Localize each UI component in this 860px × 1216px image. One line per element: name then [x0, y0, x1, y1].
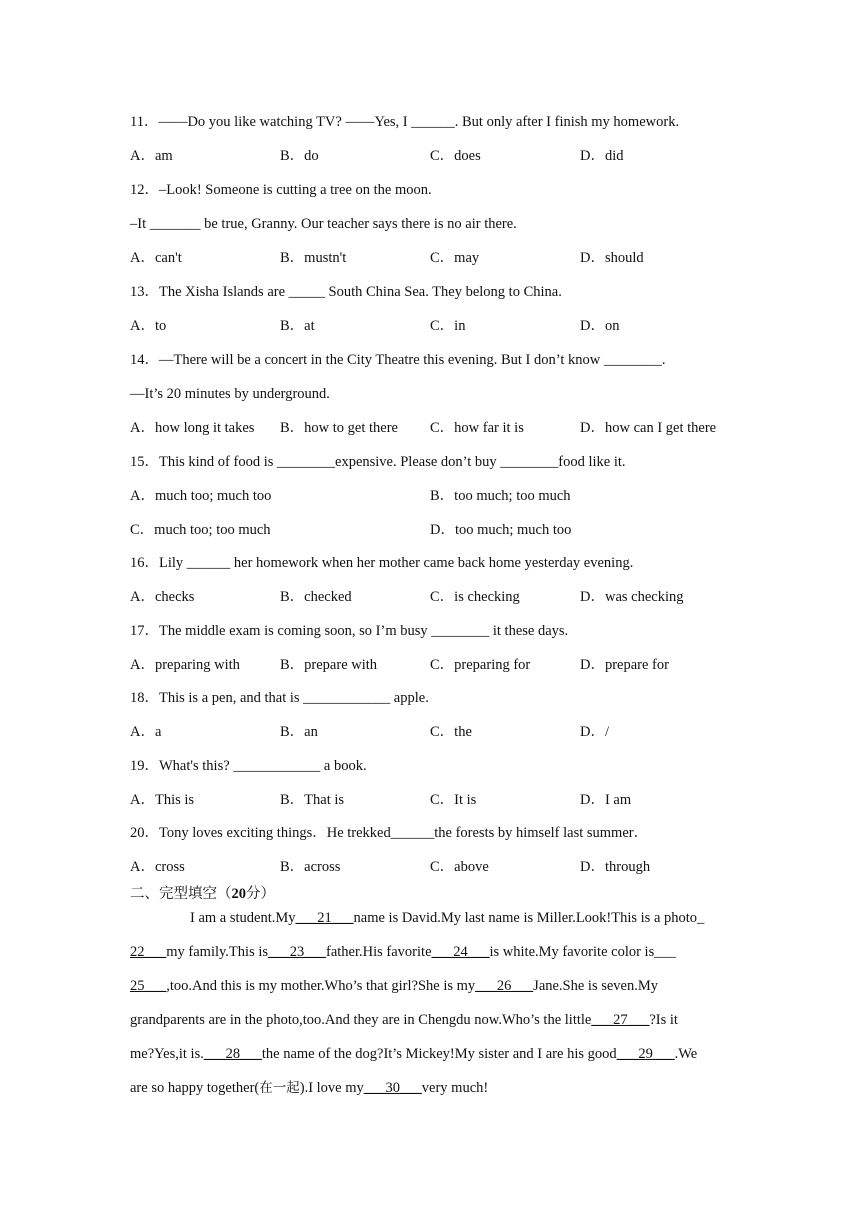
question-16-stem: 16．Lily ______ her homework when her mother came back home yesterday evening. — [130, 555, 634, 571]
blank-21[interactable]: ___21___ — [295, 910, 354, 926]
blank-22[interactable]: 22___ — [130, 944, 167, 960]
question-11-stem: 11．——Do you like watching TV? ——Yes, I ______. But only after I finish my homework. — [130, 114, 680, 130]
option-b[interactable]: B．do — [280, 148, 319, 164]
blank-28[interactable]: ___28___ — [203, 1046, 262, 1062]
question-14-stem-line1: 14．—There will be a concert in the City Theatre this evening. But I don’t know ________. — [130, 352, 666, 368]
blank-26[interactable]: ___26___ — [475, 978, 534, 994]
blank-23[interactable]: ___23___ — [268, 944, 327, 960]
option-c[interactable]: C．how far it is — [430, 420, 524, 436]
option-a[interactable]: A．This is — [130, 792, 195, 808]
question-13-stem: 13．The Xisha Islands are _____ South China Sea. They belong to China. — [130, 284, 562, 300]
option-c[interactable]: C．preparing for — [430, 657, 531, 673]
option-b[interactable]: B．mustn't — [280, 250, 347, 266]
question-18-options — [130, 722, 750, 742]
blank-29[interactable]: ___29___ — [616, 1046, 675, 1062]
question-12-stem-line2: –It _______ be true, Granny. Our teacher says there is no air there. — [130, 216, 517, 232]
option-a[interactable]: A．cross — [130, 859, 185, 875]
option-b[interactable]: B．too much; too much — [430, 488, 571, 504]
option-b[interactable]: B．how to get there — [280, 420, 398, 436]
question-16-options — [130, 587, 750, 607]
question-11-options — [130, 146, 750, 166]
passage-line-6: are so happy together(在一起).I love my___30___very much! — [130, 1080, 489, 1096]
passage-line-1: I am a student.My___21___name is David.My last name is Miller.Look!This is a photo_ — [190, 910, 705, 926]
section-score: 20 — [231, 886, 246, 902]
option-d[interactable]: D．should — [580, 250, 644, 266]
option-c[interactable]: C．It is — [430, 792, 477, 808]
cloze-passage — [130, 901, 732, 1105]
question-14-stem-line2: —It’s 20 minutes by underground. — [130, 386, 330, 402]
option-b[interactable]: B．prepare with — [280, 657, 378, 673]
option-c[interactable]: C．is checking — [430, 589, 520, 605]
option-c[interactable]: C．above — [430, 859, 489, 875]
option-c[interactable]: C．may — [430, 250, 480, 266]
question-20-options — [130, 857, 750, 877]
option-b[interactable]: B．That is — [280, 792, 345, 808]
question-19-stem: 19．What's this? ____________ a book. — [130, 758, 367, 774]
blank-24[interactable]: ___24___ — [431, 944, 490, 960]
blank-25[interactable]: 25___ — [130, 978, 167, 994]
option-c[interactable]: C．the — [430, 724, 472, 740]
option-b[interactable]: B．an — [280, 724, 318, 740]
option-d[interactable]: D．prepare for — [580, 657, 669, 673]
section-score-unit: 分） — [246, 886, 275, 902]
option-b[interactable]: B．across — [280, 859, 341, 875]
passage-line-3: 25___,too.And this is my mother.Who’s that girl?She is my___26___Jane.She is seven.My — [130, 978, 659, 994]
passage-line-5: me?Yes,it is.___28___the name of the dog?It’s Mickey!My sister and I are his good___29___.We — [130, 1046, 698, 1062]
passage-line-2: 22___my family.This is___23___father.His favorite___24___is white.My favorite color is___ — [130, 944, 676, 960]
option-d[interactable]: D．did — [580, 148, 624, 164]
question-19-options — [130, 790, 750, 810]
option-a[interactable]: A．how long it takes — [130, 420, 255, 436]
question-15-options-row2 — [130, 520, 750, 540]
option-d[interactable]: D．through — [580, 859, 651, 875]
option-a[interactable]: A．checks — [130, 589, 195, 605]
option-b[interactable]: B．checked — [280, 589, 352, 605]
question-12-stem-line1: 12．–Look! Someone is cutting a tree on the moon. — [130, 182, 432, 198]
blank-27[interactable]: ___27___ — [591, 1012, 650, 1028]
option-a[interactable]: A．preparing with — [130, 657, 240, 673]
option-d[interactable]: D．how can I get there — [580, 420, 717, 436]
option-d[interactable]: D．was checking — [580, 589, 684, 605]
option-d[interactable]: D．too much; much too — [430, 522, 572, 538]
option-a[interactable]: A．am — [130, 148, 173, 164]
question-15-stem: 15．This kind of food is ________expensive. Please don’t buy ________food like it. — [130, 454, 626, 470]
option-d[interactable]: D．on — [580, 318, 620, 334]
option-a[interactable]: A．to — [130, 318, 167, 334]
option-a[interactable]: A．a — [130, 724, 162, 740]
question-15-options-row1 — [130, 486, 750, 506]
blank-30[interactable]: ___30___ — [363, 1080, 422, 1096]
option-b[interactable]: B．at — [280, 318, 315, 334]
passage-line-4: grandparents are in the photo,too.And they are in Chengdu now.Who’s the little___27___?Is it — [130, 1012, 678, 1028]
section-title-text: 二、完型填空（ — [130, 886, 232, 902]
question-13-options — [130, 316, 750, 336]
option-c[interactable]: C．in — [430, 318, 466, 334]
question-17-options — [130, 655, 750, 675]
question-20-stem: 20．Tony loves exciting things．He trekked______the forests by himself last summer． — [130, 825, 649, 841]
option-a[interactable]: A．much too; much too — [130, 488, 272, 504]
option-c[interactable]: C．does — [430, 148, 481, 164]
question-14-options — [130, 418, 750, 438]
option-a[interactable]: A．can't — [130, 250, 182, 266]
question-12-options — [130, 248, 750, 268]
question-17-stem: 17．The middle exam is coming soon, so I’m busy ________ it these days. — [130, 623, 569, 639]
option-d[interactable]: D．/ — [580, 724, 609, 740]
option-d[interactable]: D．I am — [580, 792, 632, 808]
question-18-stem: 18．This is a pen, and that is ____________ apple. — [130, 690, 429, 706]
option-c[interactable]: C．much too; too much — [130, 522, 271, 538]
